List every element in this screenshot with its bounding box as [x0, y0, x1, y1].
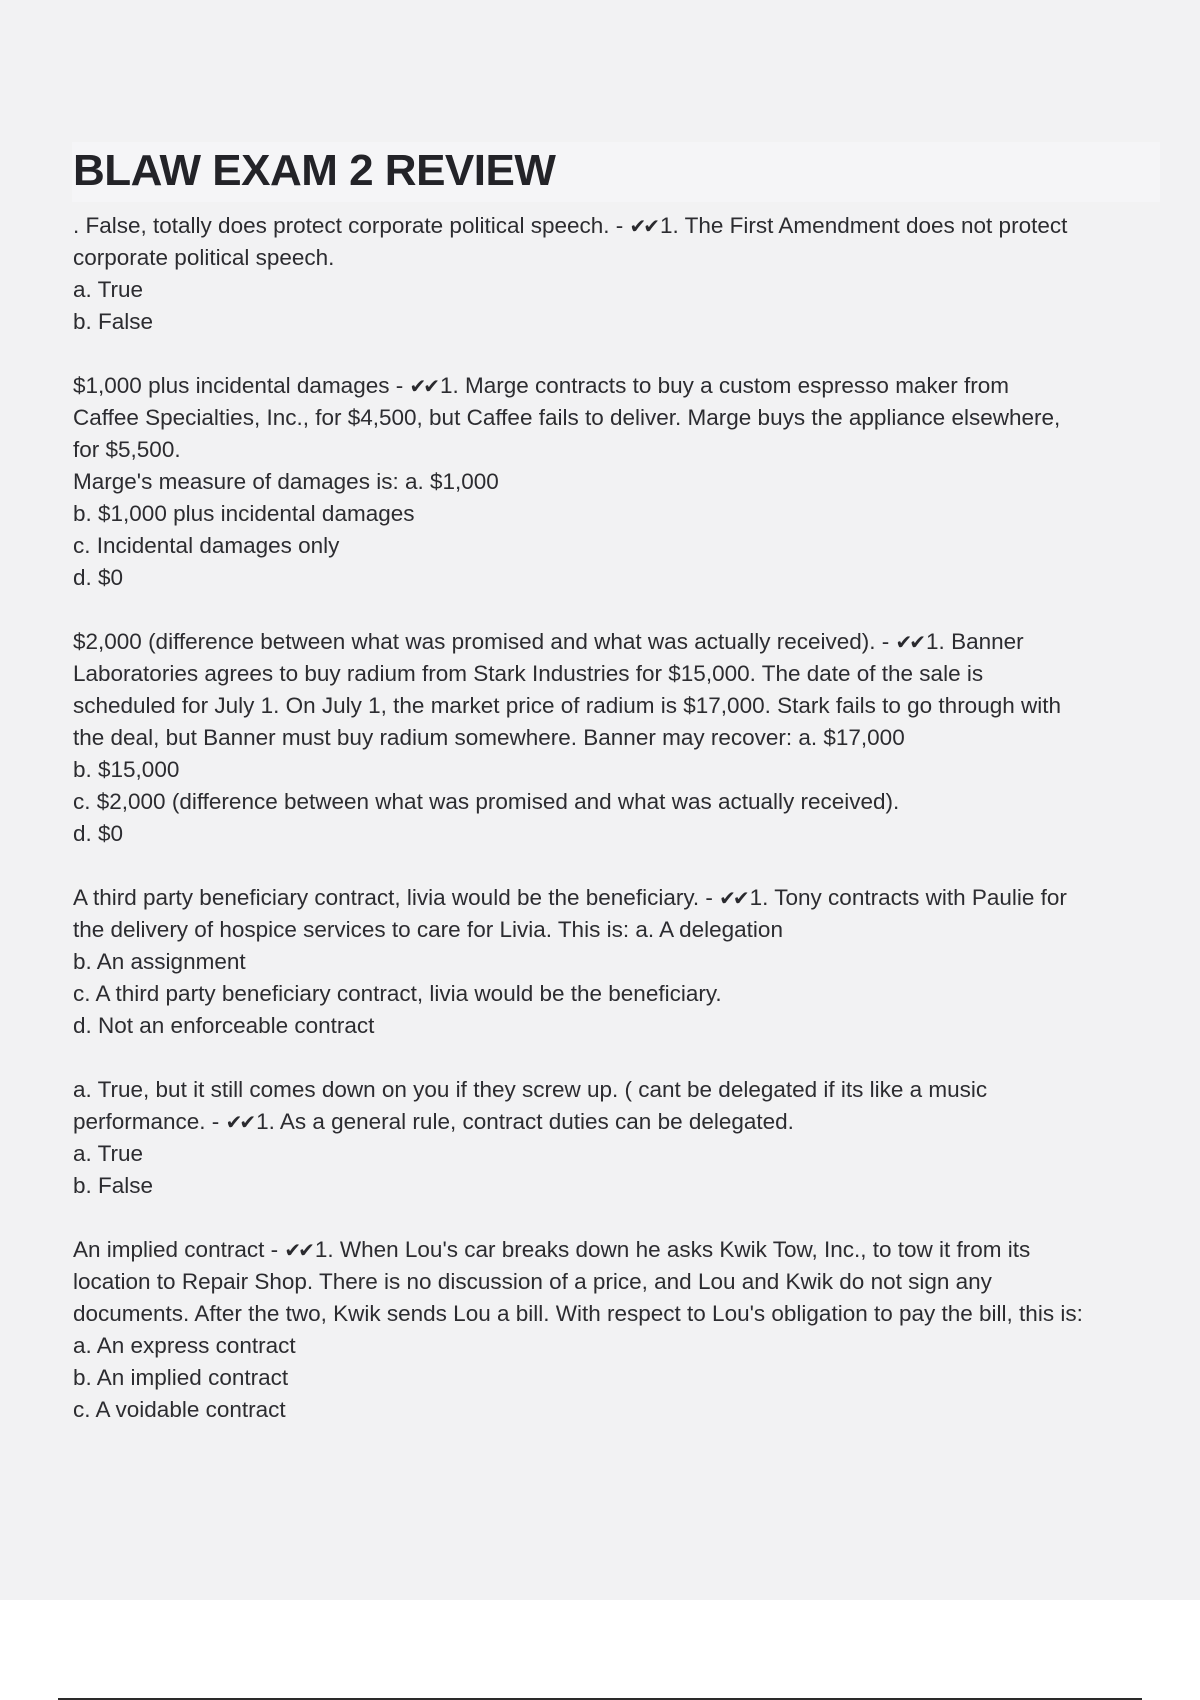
text-line — [73, 626, 1163, 658]
text-line — [73, 690, 1163, 722]
question-text: 1. As a general rule, contract duties can be delegated. — [256, 1109, 794, 1134]
line-text: Caffee Specialties, Inc., for $4,500, but Caffee fails to deliver. Marge buys the appliance elsewhere, — [73, 405, 1061, 430]
text-line — [73, 1362, 1163, 1394]
text-line — [73, 1266, 1163, 1298]
line-text: a. An express contract — [73, 1333, 296, 1358]
line-text: b. $1,000 plus incidental damages — [73, 501, 415, 526]
text-line — [73, 242, 1163, 274]
text-line — [73, 658, 1163, 690]
line-text: . False, totally does protect corporate political speech. - — [73, 213, 630, 238]
text-line — [73, 210, 1163, 242]
line-text: performance. - — [73, 1109, 226, 1134]
text-line — [73, 722, 1163, 754]
line-text: d. $0 — [73, 821, 124, 846]
line-text: d. $0 — [73, 565, 124, 590]
text-line — [73, 402, 1163, 434]
line-text: d. Not an enforceable contract — [73, 1013, 375, 1038]
text-line — [73, 978, 1163, 1010]
text-line — [73, 1330, 1163, 1362]
double-check-icon: ✔✔ — [225, 1110, 254, 1134]
text-line — [73, 1298, 1163, 1330]
line-text: b. An assignment — [73, 949, 246, 974]
question-text: 1. Marge contracts to buy a custom espresso maker from — [439, 373, 1009, 398]
text-line — [73, 818, 1163, 850]
text-line — [73, 914, 1163, 946]
line-text: An implied contract - — [73, 1237, 285, 1262]
qa-item — [73, 882, 1163, 1042]
line-text: b. An implied contract — [73, 1365, 289, 1390]
line-text: for $5,500. — [73, 437, 181, 462]
text-line — [73, 274, 1163, 306]
line-text: $2,000 (difference between what was promised and what was actually received). - — [73, 629, 896, 654]
text-line — [73, 498, 1163, 530]
double-check-icon: ✔✔ — [719, 886, 747, 910]
line-text: documents. After the two, Kwik sends Lou a bill. With respect to Lou's obligation to pay the bill, this is: — [73, 1301, 1083, 1326]
double-check-icon: ✔✔ — [284, 1238, 312, 1262]
text-line — [73, 754, 1163, 786]
text-line — [73, 1106, 1163, 1138]
qa-item — [73, 1234, 1163, 1426]
double-check-icon: ✔✔ — [895, 630, 924, 654]
text-line — [73, 786, 1163, 818]
line-text: location to Repair Shop. There is no discussion of a price, and Lou and Kwik do not sign any — [73, 1269, 992, 1294]
question-text: 1. Banner — [926, 629, 1024, 654]
line-text: the deal, but Banner must buy radium somewhere. Banner may recover: a. $17,000 — [73, 725, 905, 750]
line-text: Laboratories agrees to buy radium from Stark Industries for $15,000. The date of the sale is — [73, 661, 984, 686]
text-line — [73, 1394, 1163, 1426]
line-text: corporate political speech. — [73, 245, 335, 270]
text-line — [73, 530, 1163, 562]
text-line — [73, 562, 1163, 594]
line-text: c. Incidental damages only — [73, 533, 340, 558]
line-text: the delivery of hospice services to care for Livia. This is: a. A delegation — [73, 917, 783, 942]
document-body — [73, 210, 1163, 1458]
qa-item — [73, 210, 1163, 338]
line-text: c. A voidable contract — [73, 1397, 286, 1422]
text-line — [73, 946, 1163, 978]
line-text: a. True — [73, 1141, 144, 1166]
line-text: A third party beneficiary contract, livia would be the beneficiary. - — [73, 885, 720, 910]
line-text: scheduled for July 1. On July 1, the market price of radium is $17,000. Stark fails to go through with — [73, 693, 1062, 718]
text-line — [73, 1010, 1163, 1042]
line-text: c. A third party beneficiary contract, livia would be the beneficiary. — [73, 981, 722, 1006]
text-line — [73, 466, 1163, 498]
qa-item — [73, 626, 1163, 850]
question-text: 1. The First Amendment does not protect — [660, 213, 1068, 238]
text-line — [73, 306, 1163, 338]
qa-item — [73, 370, 1163, 594]
question-text: 1. Tony contracts with Paulie for — [749, 885, 1067, 910]
line-text: a. True, but it still comes down on you if they screw up. ( cant be delegated if its like a music — [73, 1077, 988, 1102]
line-text: b. False — [73, 309, 154, 334]
line-text: c. $2,000 (difference between what was promised and what was actually received). — [73, 789, 900, 814]
text-line — [73, 1074, 1163, 1106]
qa-item — [73, 1074, 1163, 1202]
text-line — [73, 1138, 1163, 1170]
text-line — [73, 882, 1163, 914]
double-check-icon: ✔✔ — [409, 374, 437, 398]
double-check-icon: ✔✔ — [629, 214, 658, 238]
text-line — [73, 434, 1163, 466]
text-line — [73, 1170, 1163, 1202]
line-text: a. True — [73, 277, 144, 302]
text-line — [73, 370, 1163, 402]
line-text: b. $15,000 — [73, 757, 180, 782]
line-text: b. False — [73, 1173, 154, 1198]
document-title: BLAW EXAM 2 REVIEW — [73, 146, 556, 195]
text-line — [73, 1234, 1163, 1266]
line-text: Marge's measure of damages is: a. $1,000 — [73, 469, 499, 494]
line-text: $1,000 plus incidental damages - — [73, 373, 410, 398]
question-text: 1. When Lou's car breaks down he asks Kwik Tow, Inc., to tow it from its — [314, 1237, 1031, 1262]
